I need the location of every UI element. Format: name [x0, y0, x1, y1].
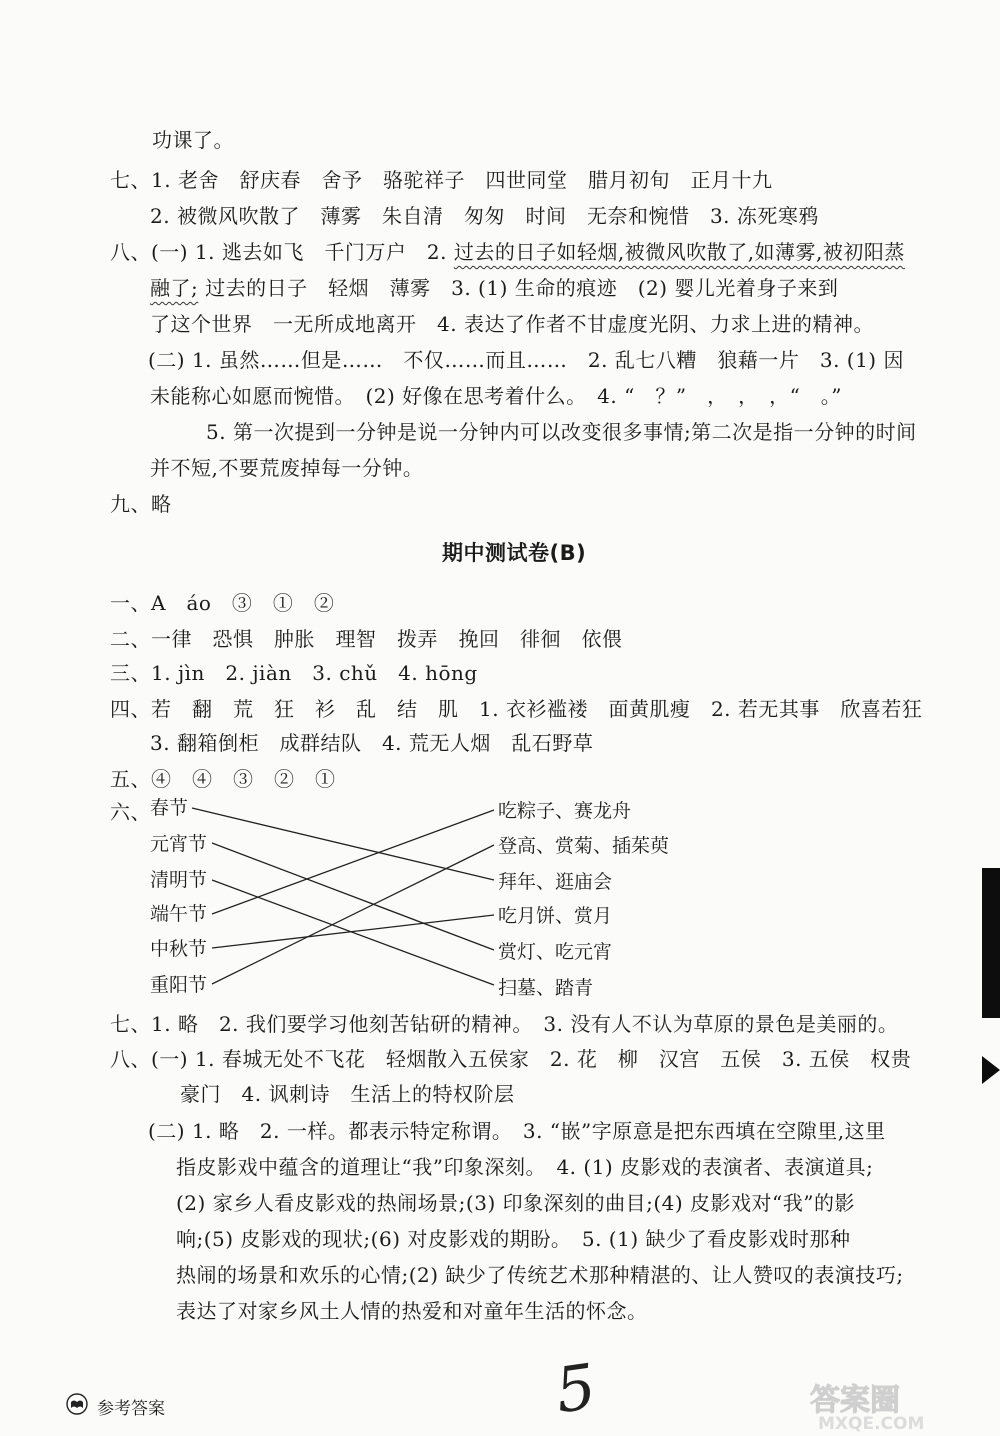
text-line: 表达了对家乡风土人情的热爱和对童年生活的怀念。 — [176, 1299, 648, 1323]
footer-label: 参考答案 — [97, 1399, 165, 1419]
match-line — [212, 915, 494, 948]
match-line — [212, 843, 494, 950]
text-line: 功课了。 — [152, 128, 234, 152]
watermark-url: MXQE.COM — [818, 1414, 925, 1432]
watermark-text: 答案圈 — [810, 1383, 900, 1418]
question-answer: 三、1. jìn 2. jiàn 3. chǔ 4. hōng — [110, 661, 478, 685]
text-line: 3. 翻箱倒柜 成群结队 4. 荒无人烟 乱石野草 — [150, 731, 594, 755]
question-answer: 五、④ ④ ③ ② ① — [110, 767, 336, 791]
question-answer: 八、(一) 1. 春城无处不飞花 轻烟散入五侯家 2. 花 柳 汉宫 五侯 3. 五侯 权贵 — [110, 1047, 912, 1071]
watermark-logo — [800, 1380, 996, 1432]
underlined-answer: 融了; — [150, 276, 199, 300]
text-line: 了这个世界 一无所成地离开 4. 表达了作者不甘虚度光阴、力求上进的精神。 — [150, 312, 874, 336]
custom-label: 登高、赏菊、插茱萸 — [498, 835, 670, 857]
text-line: 豪门 4. 讽刺诗 生活上的特权阶层 — [180, 1082, 515, 1106]
festival-label: 清明节 — [150, 869, 208, 891]
festival-label: 端午节 — [150, 903, 208, 925]
festival-label: 重阳节 — [150, 974, 208, 996]
custom-label: 吃月饼、赏月 — [498, 905, 613, 927]
question-answer: 二、一律 恐惧 肿胀 理智 拨弄 挽回 徘徊 依偎 — [110, 627, 623, 651]
text-line: 并不短,不要荒废掉每一分钟。 — [150, 456, 424, 480]
custom-label: 吃粽子、赛龙舟 — [498, 800, 632, 822]
text-line: (二) 1. 虽然……但是…… 不仅……而且…… 2. 乱七八糟 狼藉一片 3. (1) 因 — [148, 348, 904, 372]
text-line: (二) 1. 略 2. 一样。都表示特定称谓。 3. “嵌”字原意是把东西填在空隙里,这里 — [148, 1119, 886, 1143]
festival-label: 元宵节 — [150, 833, 208, 855]
answer-seven: 七、1. 老舍 舒庆春 舍予 骆驼祥子 四世同堂 腊月初旬 正月十九 — [110, 168, 773, 192]
text-line: 5. 第一次提到一分钟是说一分钟内可以改变很多事情;第二次是指一分钟的时间 — [206, 420, 917, 444]
question-answer: 一、A áo ③ ① ② — [110, 591, 335, 615]
text-segment: 过去的日子 轻烟 薄雾 3. (1) 生命的痕迹 (2) 婴儿光着身子来到 — [198, 276, 839, 300]
match-line — [192, 808, 494, 880]
text-line: 指皮影戏中蕴含的道理让“我”印象深刻。 4. (1) 皮影戏的表演者、表演道具; — [176, 1155, 874, 1179]
page-number: 5 — [551, 1349, 601, 1428]
text-line: (2) 家乡人看皮影戏的热闹场景;(3) 印象深刻的曲目;(4) 皮影戏对“我”的影 — [176, 1191, 855, 1215]
text-line: 2. 被微风吹散了 薄雾 朱自清 匆匆 时间 无奈和惋惜 3. 冻死寒鸦 — [150, 204, 819, 228]
custom-label: 赏灯、吃元宵 — [498, 941, 613, 963]
custom-label: 拜年、逛庙会 — [498, 871, 613, 893]
match-line — [212, 880, 494, 985]
custom-label: 扫墓、踏青 — [498, 977, 594, 999]
festival-label: 中秋节 — [150, 938, 208, 960]
answer-nine: 九、略 — [110, 492, 172, 516]
section-title: 期中测试卷(B) — [442, 541, 587, 565]
text-line: 未能称心如愿而惋惜。 (2) 好像在思考着什么。 4. “ ？” ， ， ，“ 。” — [150, 384, 843, 408]
underlined-answer: 过去的日子如轻烟,被微风吹散了,如薄雾,被初阳蒸 — [453, 240, 905, 264]
book-icon — [66, 1393, 88, 1415]
question-answer: 四、若 翻 荒 狂 衫 乱 结 肌 1. 衣衫褴褛 面黄肌瘦 2. 若无其事 欣喜若狂 — [110, 697, 923, 721]
matching-lines — [192, 808, 494, 985]
text-line: 响;(5) 皮影戏的现状;(6) 对皮影戏的期盼。 5. (1) 缺少了看皮影戏时那种 — [176, 1227, 851, 1251]
match-line — [212, 845, 494, 984]
page-edge-arrow — [982, 1056, 1000, 1084]
matching-prefix: 六、 — [110, 800, 151, 824]
text-segment: 八、(一) 1. 逃去如飞 千门万户 2. — [110, 240, 454, 264]
text-line: 热闹的场景和欢乐的心情;(2) 缺少了传统艺术那种精湛的、让人赞叹的表演技巧; — [176, 1263, 904, 1287]
festival-label: 春节 — [150, 797, 189, 819]
match-line — [212, 810, 494, 914]
question-answer: 七、1. 略 2. 我们要学习他刻苦钻研的精神。 3. 没有人不认为草原的景色是美丽的。 — [110, 1012, 899, 1036]
page-edge-tab — [982, 868, 1000, 1018]
